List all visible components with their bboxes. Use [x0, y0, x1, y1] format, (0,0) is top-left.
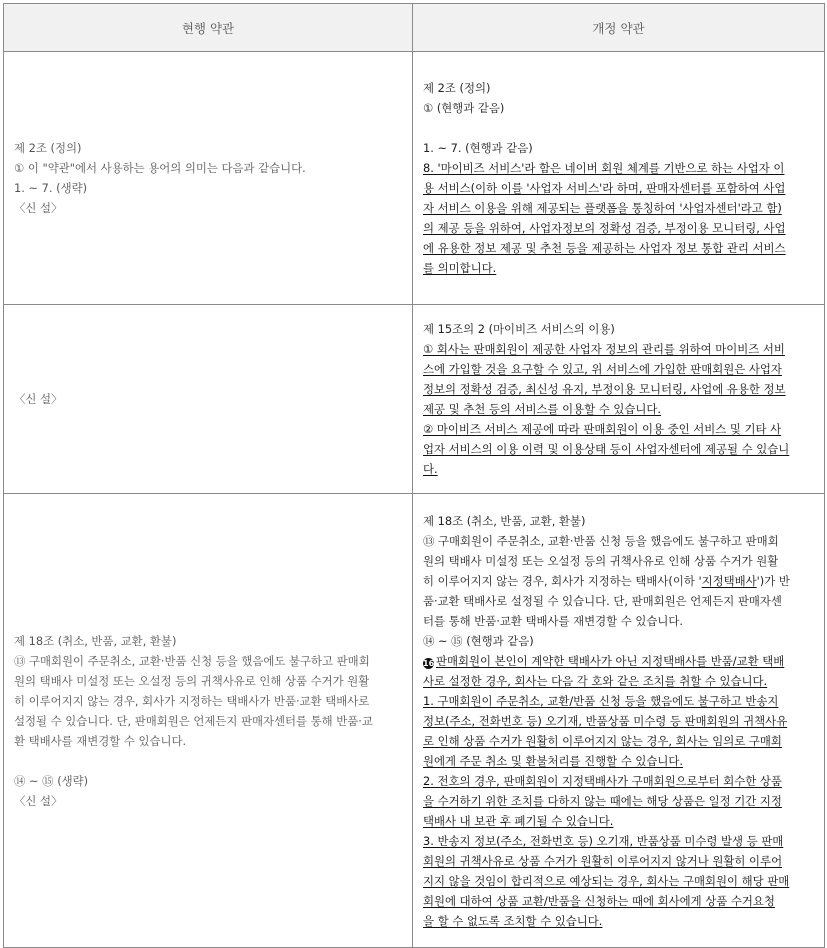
clause-text-underlined: 제공 및 추천 등의 서비스를 이용할 수 있습니다. [423, 402, 662, 416]
clause-line [423, 198, 816, 218]
clause-text-underlined: 자 서비스 이용을 위해 제공되는 플랫폼을 통칭하여 '사업자센터'라고 함) [423, 201, 782, 215]
clause-line [423, 218, 816, 238]
clause-text: 히 이루어지지 않는 경우, 회사가 지정하는 택배사가 반품·교환 택배사로 [14, 693, 370, 708]
clause-line [423, 238, 816, 258]
clause-text-underlined: 의 제공 등을 위하여, 사업자정보의 정확성 검증, 부정이용 모니터링, 사업 [423, 221, 786, 235]
clause-text-underlined: 정보의 정확성 검증, 최신성 유지, 부정이용 모니터링, 사업에 유용한 정보 [423, 382, 786, 396]
clause-text-underlined: 8. '마이비즈 서비스'라 함은 네이버 회원 체계를 기반으로 하는 사업자 이 [423, 161, 785, 175]
clause-line [423, 258, 816, 278]
clause-text-underlined: 정보(주소, 전화번호 등) 오기재, 반품상품 미수령 등 판매회원의 귀책사유 [423, 713, 788, 728]
clause-text: 원의 택배사 미설정 또는 오설정 등의 귀책사유로 인해 상품 수거가 원활 [14, 673, 370, 688]
clause-line [14, 691, 404, 711]
header-current-terms: 현행 약관 [4, 4, 413, 52]
clause-line [423, 98, 816, 118]
clause-line [14, 791, 404, 811]
clause-text: 〈신 설〉 [14, 392, 63, 406]
clause-text: 제 18조 (취소, 반품, 교환, 환불) [14, 633, 177, 648]
clause-text-underlined: 원에게 주문 취소 및 환불처리를 진행할 수 있습니다. [423, 753, 684, 768]
clause-line [423, 631, 816, 651]
revised-terms-cell [413, 305, 825, 494]
clause-line [423, 651, 816, 671]
clause-text-underlined: 을 수거하기 위한 조치를 다하지 않는 때에는 해당 상품은 일정 기간 지정 [423, 793, 782, 808]
revised-terms-cell [413, 52, 825, 305]
clause-line [423, 731, 816, 751]
clause-text-underlined: 지정택배사 [701, 573, 757, 588]
table-row [4, 494, 825, 948]
clause-line [423, 611, 816, 631]
clause-text: 〈신 설〉 [14, 201, 63, 215]
clause-line [423, 811, 816, 831]
clause-line [14, 158, 404, 178]
current-terms-cell [4, 305, 413, 494]
clause-text-underlined: 용 서비스(이하 이를 '사업자 서비스'라 하며, 판매자센터를 포함하여 사업 [423, 181, 786, 195]
clause-text: ')가 반 [756, 573, 790, 588]
circled-number-icon: 16 [423, 658, 435, 668]
header-row [4, 4, 825, 52]
clause-text-underlined: 를 의미합니다. [423, 261, 497, 275]
clause-line [423, 459, 816, 479]
clause-line [423, 511, 816, 531]
clause-line [14, 751, 404, 771]
clause-line [423, 551, 816, 571]
clause-text: ⑬ 구매회원이 주문취소, 교환·반품 신청 등을 했음에도 불구하고 판매회 [14, 653, 370, 668]
clause-text: 환 택배사를 재변경할 수 있습니다. [14, 733, 187, 748]
clause-line [423, 671, 816, 691]
clause-text-underlined: 지지 않을 것임이 합리적으로 예상되는 경우, 회사는 구매회원이 해당 판매 [423, 873, 790, 888]
header-revised-terms: 개정 약관 [413, 4, 825, 52]
clause-text-underlined: ① 회사는 판매회원이 제공한 사업자 정보의 관리를 위하여 마이비즈 서비 [423, 342, 785, 356]
clause-line [423, 531, 816, 551]
clause-text: ⑭ ~ ⑮ (생략) [14, 773, 89, 788]
clause-line [423, 891, 816, 911]
clause-text: 제 2조 (정의) [14, 141, 82, 155]
clause-text: ⑬ 구매회원이 주문취소, 교환·반품 신청 등을 했음에도 불구하고 판매회 [423, 533, 779, 548]
clause-text-underlined: 1. 구매회원이 주문취소, 교환/반품 신청 등을 했음에도 불구하고 반송지 [423, 693, 779, 708]
clause-line [423, 419, 816, 439]
clause-line [423, 851, 816, 871]
clause-text: ① 이 "약관"에서 사용하는 용어의 의미는 다음과 같습니다. [14, 161, 306, 175]
clause-text-underlined: 회원에 대하여 상품 교환/반품을 신청하는 때에 회사에게 상품 수거요청 [423, 893, 775, 908]
clause-text-underlined: 다. [423, 462, 438, 476]
clause-line [14, 651, 404, 671]
clause-line [423, 78, 816, 98]
clause-line [14, 671, 404, 691]
clause-text: 〈신 설〉 [14, 793, 63, 808]
clause-line [423, 319, 816, 339]
clause-line [423, 791, 816, 811]
clause-text-underlined: 사로 설정한 경우, 회사는 다음 각 호와 같은 조치를 취할 수 있습니다. [423, 673, 768, 688]
table-row [4, 305, 825, 494]
clause-text-underlined: 2. 전호의 경우, 판매회원이 지정택배사가 구매회원으로부터 회수한 상품 [423, 773, 782, 788]
revised-terms-cell [413, 494, 825, 948]
clause-line [14, 711, 404, 731]
clause-line [423, 911, 816, 931]
clause-line [423, 571, 816, 591]
clause-line [423, 158, 816, 178]
terms-comparison-table [3, 3, 825, 948]
clause-text-underlined: 판매회원이 본인이 계약한 택배사가 아닌 지정택배사를 반품/교환 택배 [436, 653, 785, 668]
clause-line [14, 389, 404, 409]
clause-text: 제 2조 (정의) [423, 81, 491, 95]
clause-line [14, 771, 404, 791]
clause-text: ⑭ ~ ⑮ (현행과 같음) [423, 633, 534, 648]
clause-text: ① (현행과 같음) [423, 101, 505, 115]
clause-line [423, 118, 816, 138]
clause-line [423, 831, 816, 851]
clause-line [423, 138, 816, 158]
clause-line [423, 439, 816, 459]
clause-text: 터를 통해 반품·교환 택배사를 재변경할 수 있습니다. [423, 613, 684, 628]
clause-text-underlined: 택배사 내 보관 후 폐기될 수 있습니다. [423, 813, 614, 828]
current-terms-cell [4, 494, 413, 948]
clause-text-underlined: 회원의 귀책사유로 상품 수거가 원활히 이루어지지 않거나 원활히 이루어 [423, 853, 783, 868]
clause-line [423, 871, 816, 891]
clause-line [423, 399, 816, 419]
clause-text: 제 18조 (취소, 반품, 교환, 환불) [423, 513, 586, 528]
clause-text: 원의 택배사 미설정 또는 오설정 등의 귀책사유로 인해 상품 수거가 원활 [423, 553, 779, 568]
clause-line [423, 339, 816, 359]
clause-line [14, 631, 404, 651]
table-row [4, 52, 825, 305]
clause-line [14, 731, 404, 751]
clause-line [423, 379, 816, 399]
clause-text-underlined: ② 마이비즈 서비스 제공에 따라 판매회원이 이용 중인 서비스 및 기타 사 [423, 422, 782, 436]
clause-text-underlined: 3. 반송지 정보(주소, 전화번호 등) 오기재, 반품상품 미수령 발생 등 판매 [423, 833, 784, 848]
clause-text: 제 15조의 2 (마이비즈 서비스의 이용) [423, 322, 615, 336]
clause-text-underlined: 업자 서비스의 이용 이력 및 이용상태 등이 사업자센터에 제공될 수 있습니 [423, 442, 790, 456]
clause-text: 설정될 수 있습니다. 단, 판매회원은 언제든지 판매자센터를 통해 반품·교 [14, 713, 373, 728]
clause-line [423, 691, 816, 711]
current-terms-cell [4, 52, 413, 305]
clause-line [423, 178, 816, 198]
clause-text-underlined: 에 유용한 정보 제공 및 추천 등을 제공하는 사업자 정보 통합 관리 서비스 [423, 241, 786, 255]
clause-line [423, 771, 816, 791]
clause-text: 품·교환 택배사로 설정될 수 있습니다. 단, 판매회원은 언제든지 판매자센 [423, 593, 782, 608]
clause-text-underlined: 스에 가입할 것을 요구할 수 있고, 위 서비스에 가입한 판매회원은 사업자 [423, 362, 782, 376]
clause-text: 히 이루어지지 않는 경우, 회사가 지정하는 택배사(이하 ' [423, 573, 702, 588]
clause-line [423, 591, 816, 611]
clause-line [423, 751, 816, 771]
clause-line [423, 359, 816, 379]
clause-text-underlined: 을 할 수 없도록 조치할 수 있습니다. [423, 913, 603, 928]
clause-line [14, 198, 404, 218]
clause-line [14, 138, 404, 158]
clause-text: 1. ~ 7. (현행과 같음) [423, 141, 533, 155]
clause-text-underlined: 로 인해 상품 수거가 원활히 이루어지지 않는 경우, 회사는 임의로 구매회 [423, 733, 782, 748]
clause-line [423, 711, 816, 731]
clause-line [14, 178, 404, 198]
clause-text: 1. ~ 7. (생략) [14, 181, 88, 195]
